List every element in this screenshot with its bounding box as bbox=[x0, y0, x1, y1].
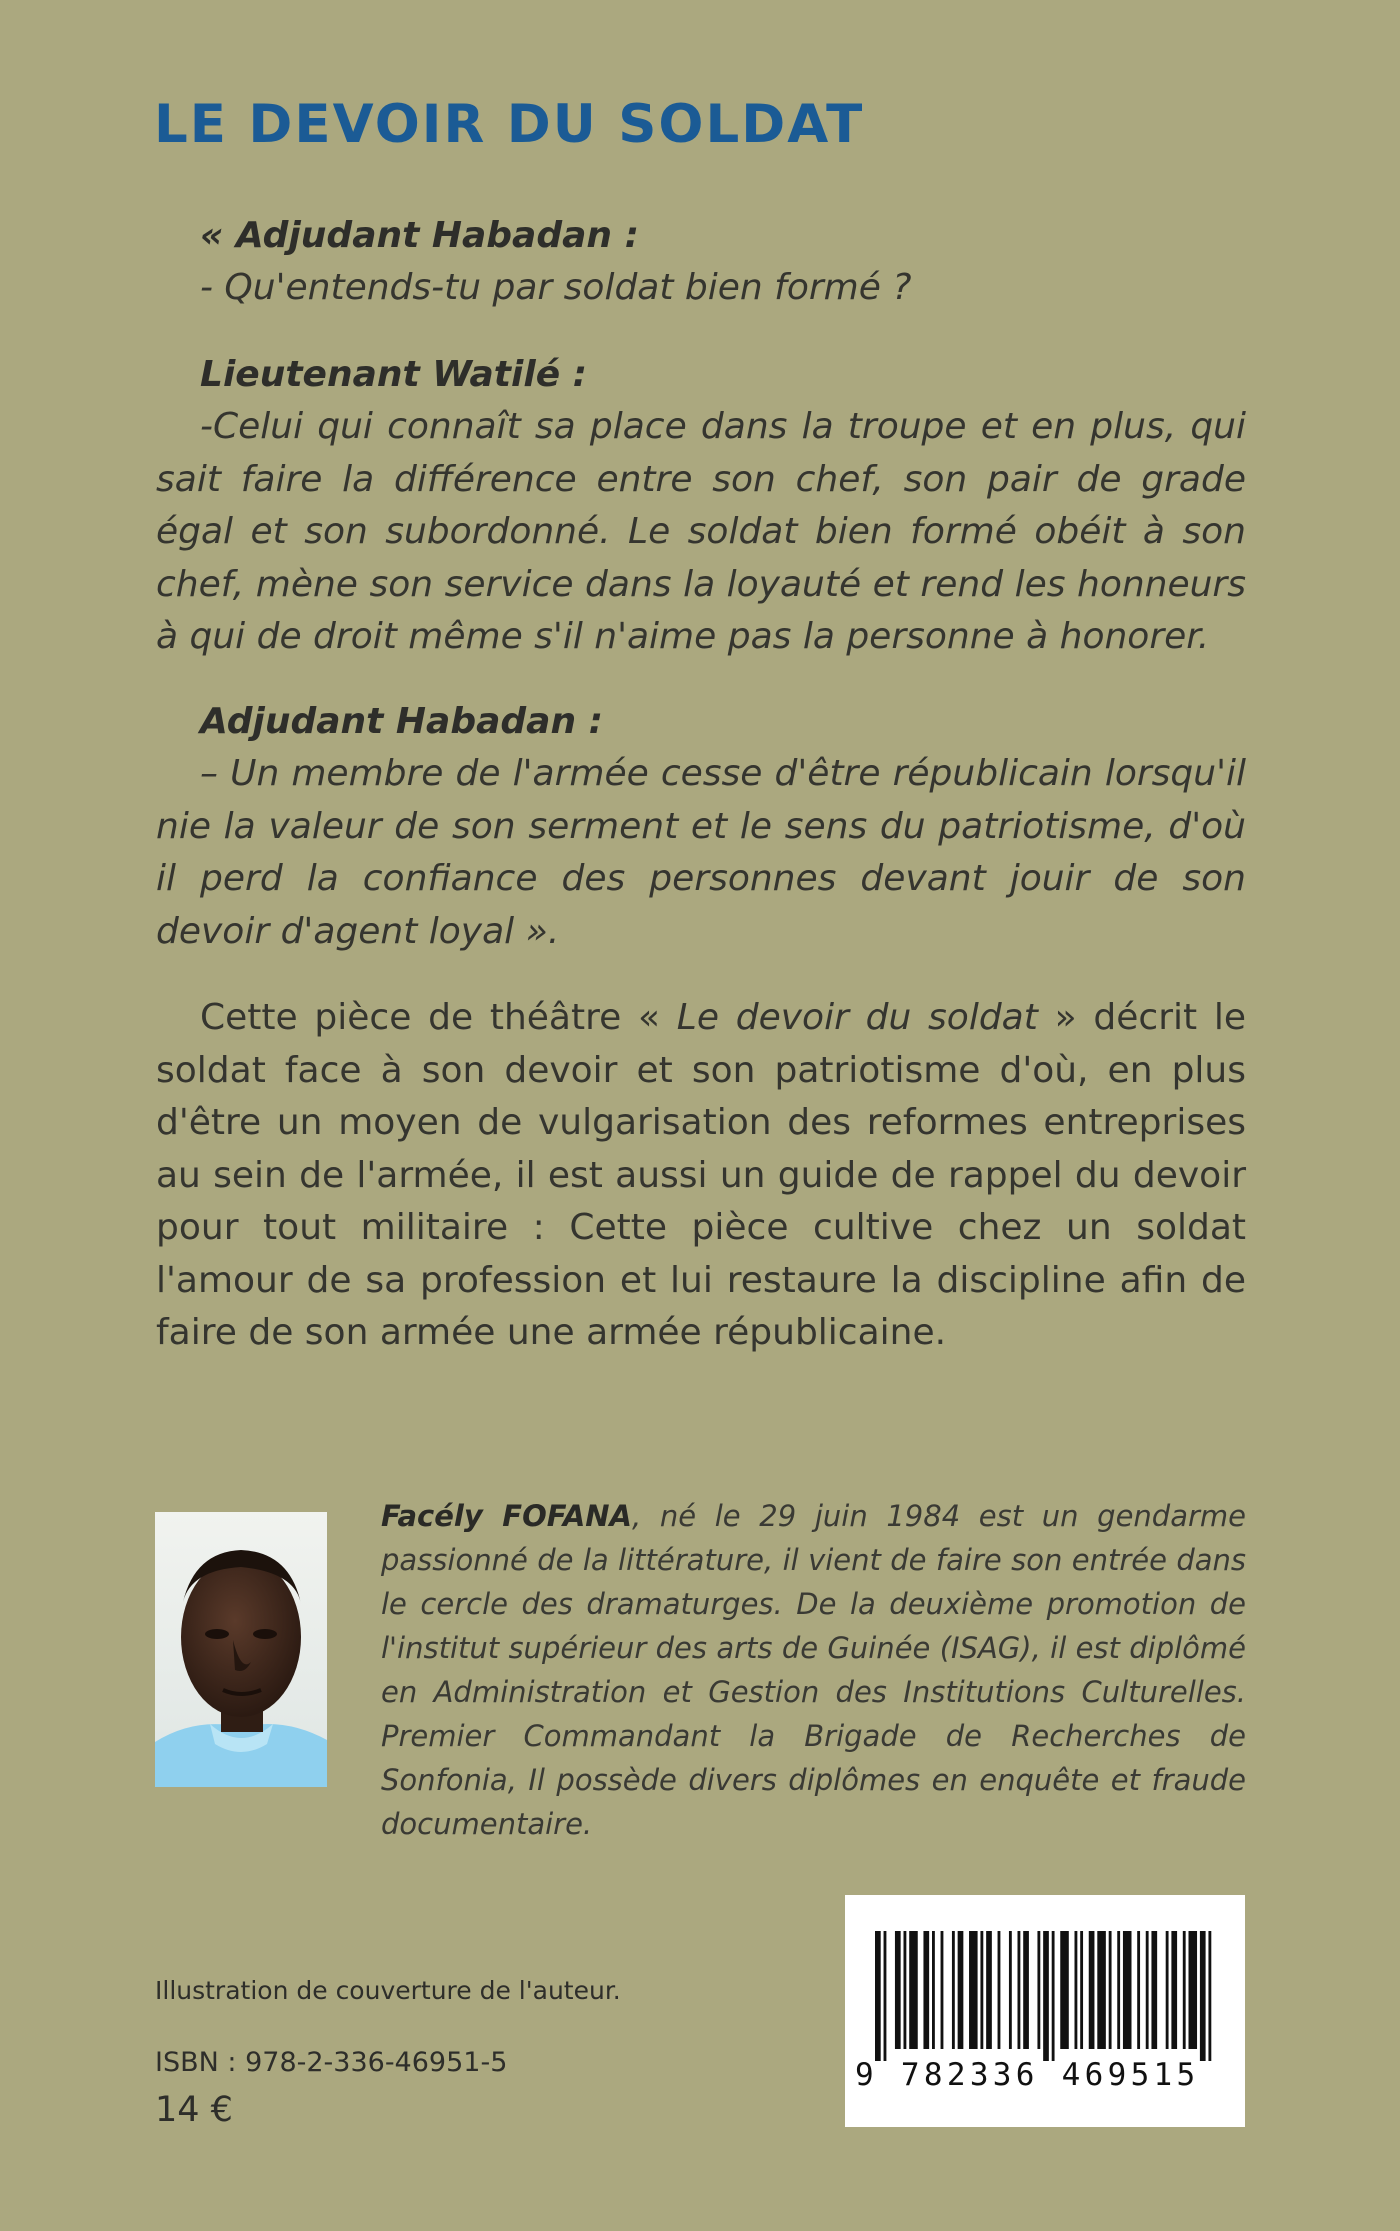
barcode-bar bbox=[1080, 1931, 1083, 2049]
barcode-bar bbox=[1146, 1931, 1149, 2049]
barcode-bar bbox=[1052, 1931, 1055, 2061]
barcode-bar bbox=[895, 1931, 901, 2049]
summary-play-title: Le devoir du soldat bbox=[676, 997, 1038, 1038]
barcode-bar bbox=[904, 1931, 907, 2049]
barcode-bar bbox=[1171, 1931, 1177, 2049]
barcode-bar bbox=[1208, 1931, 1211, 2061]
barcode-bar bbox=[1189, 1931, 1198, 2049]
barcode-bar bbox=[998, 1931, 1001, 2049]
barcode-bar bbox=[909, 1931, 918, 2049]
barcode bbox=[845, 1895, 1245, 2127]
barcode-digits: 9 782336 469515 bbox=[855, 2057, 1200, 2093]
barcode-bars-icon bbox=[875, 1931, 1217, 2061]
barcode-bar bbox=[1060, 1931, 1069, 2049]
dialogue-line: – Un membre de l'armée cesse d'être républicain lorsqu'il nie la valeur de son serment et le sens du patriotisme, d'où il perd la confiance des personnes devant jouir de son devoir d'agent loyal ». bbox=[156, 753, 1246, 952]
author-photo bbox=[155, 1512, 327, 1787]
barcode-bar bbox=[952, 1931, 955, 2049]
barcode-bar bbox=[969, 1931, 978, 2049]
barcode-bar bbox=[1023, 1931, 1029, 2049]
book-title: LE DEVOIR DU SOLDAT bbox=[154, 94, 865, 155]
barcode-bar bbox=[980, 1931, 983, 2049]
barcode-bar bbox=[1166, 1931, 1169, 2049]
author-bio-text: , né le 29 juin 1984 est un gendarme passionné de la littérature, il vient de faire son entrée dans le cercle des dramaturges. De la deuxième promotion de l'institut supérieur des arts de Guinée (ISAG), il est diplômé en Administration et Gestion des Institutions Culturelles. Premier Commandant la Brigade de Recherches de Sonfonia, Il possède divers diplômes en enquête et fraude documentaire. bbox=[381, 1499, 1246, 1841]
barcode-bar bbox=[1109, 1931, 1112, 2049]
summary-text-before: Cette pièce de théâtre « bbox=[200, 997, 677, 1038]
dialogue-exchange-3 bbox=[156, 696, 1246, 958]
barcode-bar bbox=[958, 1931, 964, 2049]
barcode-bar bbox=[941, 1931, 944, 2049]
author-name: Facély FOFANA bbox=[381, 1499, 632, 1533]
barcode-bar bbox=[884, 1931, 887, 2061]
summary-text-after: » décrit le soldat face à son devoir et son patriotisme d'où, en plus d'être un moyen de vulgarisation des reformes entreprises au sein de l'armée, il est aussi un guide de rappel du devoir pour tout militaire : Cette pièce cultive chez un soldat l'amour de sa profession et lui restaure la discipline afin de faire de son armée une armée républicaine. bbox=[156, 997, 1247, 1353]
barcode-bar bbox=[1009, 1931, 1012, 2049]
dialogue-line: - Qu'entends-tu par soldat bien formé ? bbox=[200, 267, 912, 308]
barcode-bar bbox=[986, 1931, 992, 2049]
dialogue-line: -Celui qui connaît sa place dans la troupe et en plus, qui sait faire la différence entre son chef, son pair de grade égal et son subordonné. Le soldat bien formé obéit à son chef, mène son service dans la loyauté et rend les honneurs à qui de droit même s'il n'aime pas la personne à honorer. bbox=[156, 406, 1246, 657]
barcode-bar bbox=[1018, 1931, 1021, 2049]
barcode-bar bbox=[875, 1931, 881, 2061]
speaker-name: Adjudant Habadan : bbox=[200, 701, 604, 742]
barcode-bar bbox=[1043, 1931, 1049, 2061]
book-summary bbox=[156, 992, 1246, 1360]
barcode-bar bbox=[1123, 1931, 1132, 2049]
barcode-bar bbox=[1151, 1931, 1157, 2049]
cover-credit: Illustration de couverture de l'auteur. bbox=[155, 1976, 621, 2005]
price: 14 € bbox=[155, 2090, 233, 2130]
barcode-bar bbox=[932, 1931, 935, 2049]
barcode-bar bbox=[1037, 1931, 1040, 2049]
isbn: ISBN : 978-2-336-46951-5 bbox=[155, 2047, 508, 2078]
author-bio bbox=[381, 1494, 1246, 1846]
speaker-name: Lieutenant Watilé : bbox=[200, 354, 588, 395]
barcode-bar bbox=[1097, 1931, 1106, 2049]
barcode-bar bbox=[1200, 1931, 1206, 2061]
dialogue-exchange-1 bbox=[156, 210, 1246, 315]
dialogue-exchange-2 bbox=[156, 349, 1246, 664]
barcode-bar bbox=[1117, 1931, 1120, 2049]
barcode-bar bbox=[1075, 1931, 1078, 2049]
barcode-bar bbox=[1183, 1931, 1186, 2049]
speaker-name: « Adjudant Habadan : bbox=[200, 215, 639, 256]
author-portrait-icon bbox=[155, 1512, 327, 1787]
barcode-bar bbox=[1137, 1931, 1140, 2049]
barcode-bar bbox=[923, 1931, 929, 2049]
barcode-bar bbox=[1089, 1931, 1095, 2049]
